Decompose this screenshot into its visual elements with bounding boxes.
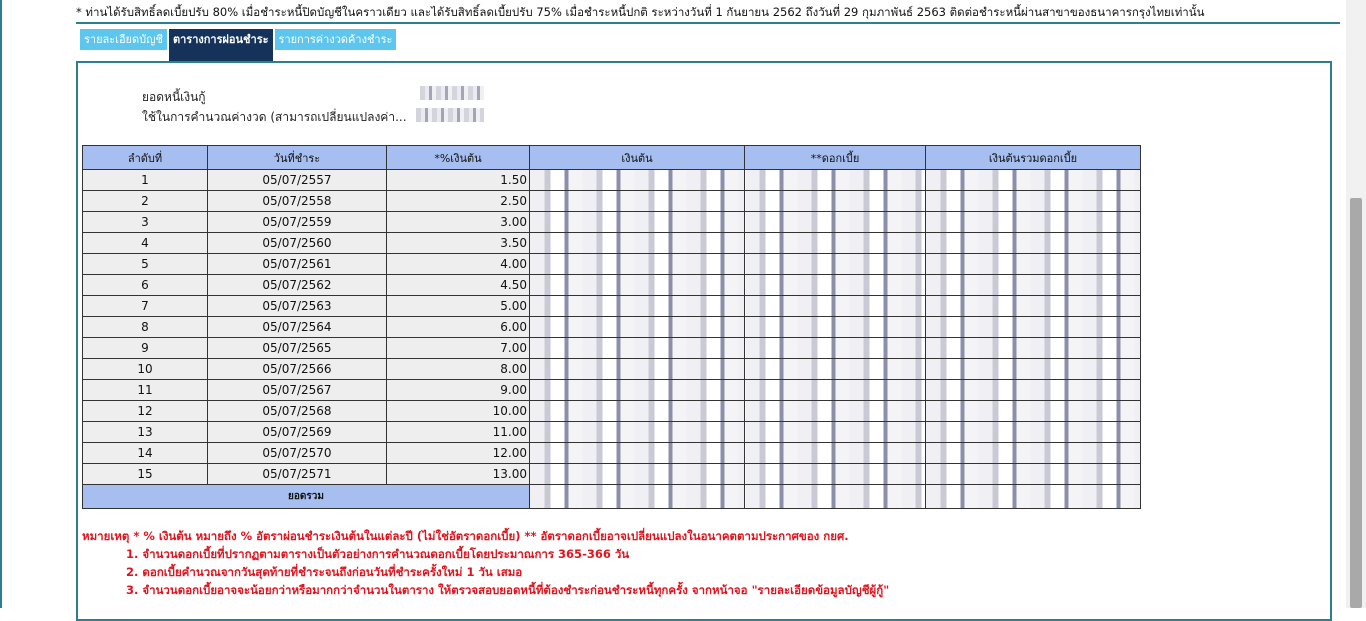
row-principal-pct: 8.00 [387, 359, 530, 380]
row-principal-pct: 11.00 [387, 422, 530, 443]
row-interest-masked [745, 359, 926, 380]
row-principal-pct: 9.00 [387, 380, 530, 401]
note-item-2: 2. ดอกเบี้ยคำนวณจากวันสุดท้ายที่ชำระจนถึงก่อนวันที่ชำระครั้งใหม่ 1 วัน เสมอ [126, 565, 523, 579]
table-row [83, 212, 1141, 233]
row-date: 05/07/2567 [208, 380, 387, 401]
col-header-principal: เงินต้น [530, 146, 745, 170]
row-no: 1 [83, 170, 208, 191]
col-header-interest: **ดอกเบี้ย [745, 146, 926, 170]
row-total-masked [926, 233, 1141, 254]
row-principal-masked [530, 401, 745, 422]
row-interest-masked [745, 191, 926, 212]
row-date: 05/07/2571 [208, 464, 387, 485]
row-principal-pct: 2.50 [387, 191, 530, 212]
row-principal-pct: 3.50 [387, 233, 530, 254]
row-principal-masked [530, 359, 745, 380]
total-interest-masked [745, 485, 926, 509]
table-row [83, 170, 1141, 191]
row-principal-masked [530, 296, 745, 317]
row-no: 9 [83, 338, 208, 359]
table-row [83, 422, 1141, 443]
row-total-masked [926, 401, 1141, 422]
row-date: 05/07/2569 [208, 422, 387, 443]
installment-calc-label: ใช้ในการคำนวณค่างวด (สามารถเปลี่ยนแปลงค่า... [142, 110, 407, 124]
row-interest-masked [745, 254, 926, 275]
row-principal-masked [530, 380, 745, 401]
row-total-masked [926, 422, 1141, 443]
table-body [83, 170, 1141, 485]
row-no: 14 [83, 443, 208, 464]
row-date: 05/07/2557 [208, 170, 387, 191]
row-interest-masked [745, 338, 926, 359]
row-interest-masked [745, 170, 926, 191]
table-row [83, 359, 1141, 380]
table-row [83, 254, 1141, 275]
row-principal-pct: 5.00 [387, 296, 530, 317]
table-row [83, 401, 1141, 422]
row-principal-masked [530, 275, 745, 296]
table-row [83, 296, 1141, 317]
total-label: ยอดรวม [83, 485, 530, 509]
total-principal-masked [530, 485, 745, 509]
row-no: 12 [83, 401, 208, 422]
table-row [83, 443, 1141, 464]
row-principal-pct: 7.00 [387, 338, 530, 359]
row-principal-pct: 3.00 [387, 212, 530, 233]
row-date: 05/07/2564 [208, 317, 387, 338]
row-interest-masked [745, 422, 926, 443]
table-header-row [83, 146, 1141, 170]
row-interest-masked [745, 212, 926, 233]
row-date: 05/07/2563 [208, 296, 387, 317]
row-principal-pct: 12.00 [387, 443, 530, 464]
table-row [83, 464, 1141, 485]
row-principal-masked [530, 254, 745, 275]
row-no: 5 [83, 254, 208, 275]
discount-notice: * ท่านได้รับสิทธิ์ลดเบี้ยปรับ 80% เมื่อชำระหนี้ปิดบัญชีในคราวเดียว และได้รับสิทธิ์ลดเบี้ยปรับ 75% เมื่อชำระหนี้ปกติ ระหว่างวันที่ 1 กันยายน 2562 ถึงวันที่ 29 กุมภาพันธ์ 2563 ติดต่อชำระหนี้ผ่านสาขาของธนาคารกรุงไทยเท่านั้น [76, 2, 1340, 24]
row-date: 05/07/2559 [208, 212, 387, 233]
row-principal-masked [530, 317, 745, 338]
table-row [83, 275, 1141, 296]
row-total-masked [926, 254, 1141, 275]
row-interest-masked [745, 275, 926, 296]
row-no: 11 [83, 380, 208, 401]
row-total-masked [926, 443, 1141, 464]
table-row [83, 191, 1141, 212]
row-total-masked [926, 275, 1141, 296]
row-principal-masked [530, 170, 745, 191]
tab-payment-schedule[interactable]: ตารางการผ่อนชำระ [169, 29, 275, 62]
installment-calc-value-masked [416, 108, 484, 122]
row-total-masked [926, 380, 1141, 401]
row-date: 05/07/2565 [208, 338, 387, 359]
row-date: 05/07/2561 [208, 254, 387, 275]
row-no: 13 [83, 422, 208, 443]
row-no: 6 [83, 275, 208, 296]
tab-account-details[interactable]: รายละเอียดบัญชี [80, 29, 169, 50]
row-total-masked [926, 191, 1141, 212]
row-no: 8 [83, 317, 208, 338]
row-principal-pct: 4.00 [387, 254, 530, 275]
row-principal-masked [530, 338, 745, 359]
row-total-masked [926, 170, 1141, 191]
row-principal-masked [530, 212, 745, 233]
row-total-masked [926, 464, 1141, 485]
row-total-masked [926, 296, 1141, 317]
remark-text: หมายเหตุ * % เงินต้น หมายถึง % อัตราผ่อนชำระเงินต้นในแต่ละปี (ไม่ใช่อัตราดอกเบี้ย) ** อัตราดอกเบี้ยอาจเปลี่ยนแปลงในอนาคตตามประกาศของ กยศ. [82, 529, 849, 543]
table-row [83, 233, 1141, 254]
row-no: 3 [83, 212, 208, 233]
row-total-masked [926, 359, 1141, 380]
row-date: 05/07/2570 [208, 443, 387, 464]
row-interest-masked [745, 296, 926, 317]
row-no: 10 [83, 359, 208, 380]
row-no: 2 [83, 191, 208, 212]
row-principal-masked [530, 443, 745, 464]
row-no: 7 [83, 296, 208, 317]
row-principal-pct: 1.50 [387, 170, 530, 191]
row-total-masked [926, 338, 1141, 359]
payment-schedule-table [82, 145, 1141, 509]
row-interest-masked [745, 464, 926, 485]
note-item-3: 3. จำนวนดอกเบี้ยอาจจะน้อยกว่าหรือมากกว่าจำนวนในตาราง ให้ตรวจสอบยอดหนี้ที่ต้องชำระก่อนชำระหนี้ทุกครั้ง จากหน้าจอ "รายละเอียดข้อมูลบัญชีผู้กู้" [126, 583, 890, 597]
col-header-principal-pct: *%เงินต้น [387, 146, 530, 170]
row-principal-pct: 4.50 [387, 275, 530, 296]
row-no: 4 [83, 233, 208, 254]
row-date: 05/07/2566 [208, 359, 387, 380]
row-total-masked [926, 317, 1141, 338]
row-principal-masked [530, 464, 745, 485]
row-principal-masked [530, 191, 745, 212]
col-header-no: ลำดับที่ [83, 146, 208, 170]
row-interest-masked [745, 401, 926, 422]
table-total-row [83, 485, 1141, 509]
row-principal-masked [530, 422, 745, 443]
row-principal-pct: 6.00 [387, 317, 530, 338]
scrollbar-thumb[interactable] [1350, 198, 1362, 608]
col-header-total: เงินต้นรวมดอกเบี้ย [926, 146, 1141, 170]
table-row [83, 317, 1141, 338]
row-interest-masked [745, 233, 926, 254]
row-total-masked [926, 212, 1141, 233]
row-no: 15 [83, 464, 208, 485]
row-interest-masked [745, 380, 926, 401]
row-date: 05/07/2562 [208, 275, 387, 296]
loan-balance-label: ยอดหนี้เงินกู้ [142, 90, 206, 104]
total-sum-masked [926, 485, 1141, 509]
row-principal-pct: 10.00 [387, 401, 530, 422]
tab-overdue-installments[interactable]: รายการค่างวดค้างชำระ [275, 29, 399, 50]
row-principal-masked [530, 233, 745, 254]
col-header-date: วันที่ชำระ [208, 146, 387, 170]
loan-balance-value-masked [420, 86, 484, 100]
note-item-1: 1. จำนวนดอกเบี้ยที่ปรากฏตามตารางเป็นตัวอย่างการคำนวณดอกเบี้ยโดยประมาณการ 365-366 วัน [126, 547, 630, 561]
table-row [83, 380, 1141, 401]
row-date: 05/07/2558 [208, 191, 387, 212]
table-row [83, 338, 1141, 359]
row-principal-pct: 13.00 [387, 464, 530, 485]
row-interest-masked [745, 317, 926, 338]
row-date: 05/07/2560 [208, 233, 387, 254]
row-date: 05/07/2568 [208, 401, 387, 422]
tab-bar [80, 29, 398, 50]
row-interest-masked [745, 443, 926, 464]
